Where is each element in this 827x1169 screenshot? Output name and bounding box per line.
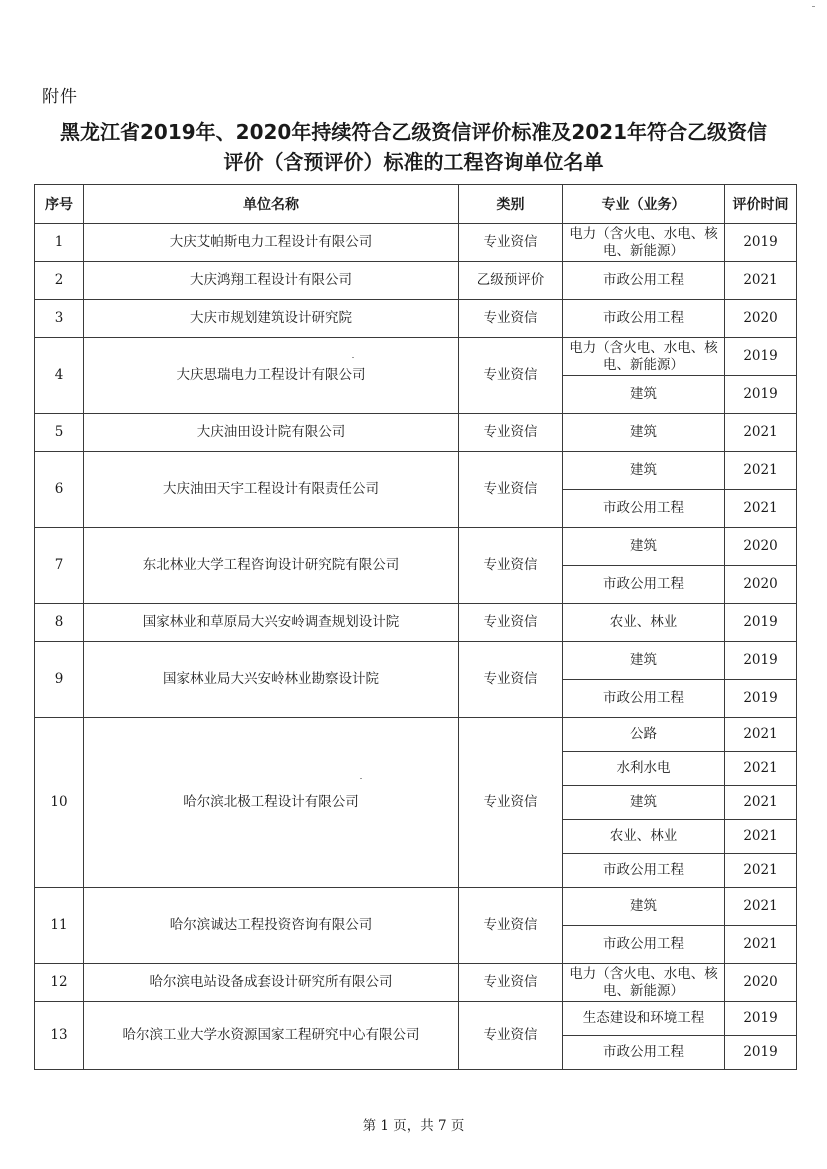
cell-category: 专业资信 bbox=[459, 338, 563, 414]
header-specialty: 专业（业务） bbox=[563, 185, 725, 224]
cell-eval-year: 2019 bbox=[725, 642, 797, 680]
attachment-label: 附件 bbox=[42, 87, 78, 107]
header-unit-name: 单位名称 bbox=[84, 185, 459, 224]
cell-no: 7 bbox=[35, 528, 84, 604]
cell-unit-name: 大庆艾帕斯电力工程设计有限公司 bbox=[84, 224, 459, 262]
cell-eval-year: 2019 bbox=[725, 680, 797, 718]
table-row bbox=[35, 414, 797, 452]
cell-specialty: 建筑 bbox=[563, 888, 725, 926]
cell-eval-year: 2019 bbox=[725, 1036, 797, 1070]
cell-eval-year: 2021 bbox=[725, 820, 797, 854]
cell-eval-year: 2021 bbox=[725, 718, 797, 752]
cell-no: 6 bbox=[35, 452, 84, 528]
cell-eval-year: 2020 bbox=[725, 528, 797, 566]
table-row bbox=[35, 338, 797, 376]
cell-unit-name: 哈尔滨诚达工程投资咨询有限公司 bbox=[84, 888, 459, 964]
cell-eval-year: 2020 bbox=[725, 964, 797, 1002]
cell-specialty: 市政公用工程 bbox=[563, 490, 725, 528]
cell-unit-name: 国家林业和草原局大兴安岭调查规划设计院 bbox=[84, 604, 459, 642]
cell-specialty: 电力（含火电、水电、核电、新能源） bbox=[563, 338, 725, 376]
table-row bbox=[35, 1002, 797, 1036]
cell-no: 2 bbox=[35, 262, 84, 300]
cell-eval-year: 2021 bbox=[725, 854, 797, 888]
cell-eval-year: 2021 bbox=[725, 490, 797, 528]
cell-eval-year: 2021 bbox=[725, 752, 797, 786]
cell-no: 4 bbox=[35, 338, 84, 414]
table-row bbox=[35, 718, 797, 752]
table-row bbox=[35, 452, 797, 490]
table-row bbox=[35, 964, 797, 1002]
cell-no: 9 bbox=[35, 642, 84, 718]
table-header-row bbox=[35, 185, 797, 224]
cell-eval-year: 2019 bbox=[725, 1002, 797, 1036]
cell-category: 乙级预评价 bbox=[459, 262, 563, 300]
cell-eval-year: 2021 bbox=[725, 262, 797, 300]
cell-specialty: 市政公用工程 bbox=[563, 262, 725, 300]
cell-category: 专业资信 bbox=[459, 224, 563, 262]
cell-no: 10 bbox=[35, 718, 84, 888]
document-title-line-1: 黑龙江省2019年、2020年持续符合乙级资信评价标准及2021年符合乙级资信 bbox=[60, 120, 767, 144]
cell-unit-name: 大庆市规划建筑设计研究院 bbox=[84, 300, 459, 338]
cell-category: 专业资信 bbox=[459, 888, 563, 964]
table-row bbox=[35, 528, 797, 566]
table-row bbox=[35, 642, 797, 680]
cell-category: 专业资信 bbox=[459, 300, 563, 338]
cell-eval-year: 2019 bbox=[725, 224, 797, 262]
cell-category: 专业资信 bbox=[459, 964, 563, 1002]
table-row bbox=[35, 300, 797, 338]
cell-specialty: 水利水电 bbox=[563, 752, 725, 786]
cell-specialty: 市政公用工程 bbox=[563, 566, 725, 604]
scan-speck bbox=[360, 778, 362, 779]
scan-speck bbox=[812, 6, 815, 7]
cell-specialty: 建筑 bbox=[563, 414, 725, 452]
cell-specialty: 电力（含火电、水电、核电、新能源） bbox=[563, 224, 725, 262]
cell-eval-year: 2019 bbox=[725, 376, 797, 414]
cell-eval-year: 2019 bbox=[725, 604, 797, 642]
cell-specialty: 市政公用工程 bbox=[563, 300, 725, 338]
cell-no: 5 bbox=[35, 414, 84, 452]
cell-specialty: 市政公用工程 bbox=[563, 854, 725, 888]
cell-eval-year: 2021 bbox=[725, 786, 797, 820]
cell-category: 专业资信 bbox=[459, 528, 563, 604]
document-title-line-2: 评价（含预评价）标准的工程咨询单位名单 bbox=[223, 150, 604, 174]
cell-category: 专业资信 bbox=[459, 414, 563, 452]
header-category: 类别 bbox=[459, 185, 563, 224]
cell-unit-name: 哈尔滨北极工程设计有限公司 bbox=[84, 718, 459, 888]
cell-specialty: 公路 bbox=[563, 718, 725, 752]
scan-speck bbox=[352, 357, 354, 358]
cell-unit-name: 哈尔滨电站设备成套设计研究所有限公司 bbox=[84, 964, 459, 1002]
cell-eval-year: 2021 bbox=[725, 414, 797, 452]
cell-eval-year: 2020 bbox=[725, 300, 797, 338]
cell-unit-name: 哈尔滨工业大学水资源国家工程研究中心有限公司 bbox=[84, 1002, 459, 1070]
cell-specialty: 建筑 bbox=[563, 786, 725, 820]
cell-unit-name: 大庆鸿翔工程设计有限公司 bbox=[84, 262, 459, 300]
cell-specialty: 建筑 bbox=[563, 642, 725, 680]
cell-unit-name: 大庆思瑞电力工程设计有限公司 bbox=[84, 338, 459, 414]
cell-specialty: 生态建设和环境工程 bbox=[563, 1002, 725, 1036]
cell-category: 专业资信 bbox=[459, 1002, 563, 1070]
cell-category: 专业资信 bbox=[459, 642, 563, 718]
cell-specialty: 电力（含火电、水电、核电、新能源） bbox=[563, 964, 725, 1002]
header-no: 序号 bbox=[35, 185, 84, 224]
table-row bbox=[35, 604, 797, 642]
cell-no: 8 bbox=[35, 604, 84, 642]
cell-category: 专业资信 bbox=[459, 718, 563, 888]
unit-list-table bbox=[34, 184, 797, 1070]
cell-category: 专业资信 bbox=[459, 452, 563, 528]
cell-no: 3 bbox=[35, 300, 84, 338]
cell-eval-year: 2021 bbox=[725, 452, 797, 490]
cell-eval-year: 2021 bbox=[725, 926, 797, 964]
page-footer: 第 1 页，共 7 页 bbox=[362, 1118, 465, 1134]
cell-unit-name: 国家林业局大兴安岭林业勘察设计院 bbox=[84, 642, 459, 718]
cell-unit-name: 大庆油田设计院有限公司 bbox=[84, 414, 459, 452]
cell-unit-name: 大庆油田天宇工程设计有限责任公司 bbox=[84, 452, 459, 528]
cell-eval-year: 2019 bbox=[725, 338, 797, 376]
cell-specialty: 市政公用工程 bbox=[563, 680, 725, 718]
cell-no: 13 bbox=[35, 1002, 84, 1070]
cell-no: 12 bbox=[35, 964, 84, 1002]
cell-eval-year: 2021 bbox=[725, 888, 797, 926]
cell-specialty: 建筑 bbox=[563, 452, 725, 490]
cell-specialty: 市政公用工程 bbox=[563, 926, 725, 964]
cell-specialty: 建筑 bbox=[563, 376, 725, 414]
cell-no: 1 bbox=[35, 224, 84, 262]
cell-specialty: 市政公用工程 bbox=[563, 1036, 725, 1070]
header-eval-year: 评价时间 bbox=[725, 185, 797, 224]
cell-unit-name: 东北林业大学工程咨询设计研究院有限公司 bbox=[84, 528, 459, 604]
cell-specialty: 农业、林业 bbox=[563, 604, 725, 642]
cell-specialty: 农业、林业 bbox=[563, 820, 725, 854]
cell-no: 11 bbox=[35, 888, 84, 964]
table-row bbox=[35, 262, 797, 300]
table-row bbox=[35, 224, 797, 262]
table-row bbox=[35, 888, 797, 926]
cell-eval-year: 2020 bbox=[725, 566, 797, 604]
table-body bbox=[35, 224, 797, 1070]
cell-category: 专业资信 bbox=[459, 604, 563, 642]
cell-specialty: 建筑 bbox=[563, 528, 725, 566]
